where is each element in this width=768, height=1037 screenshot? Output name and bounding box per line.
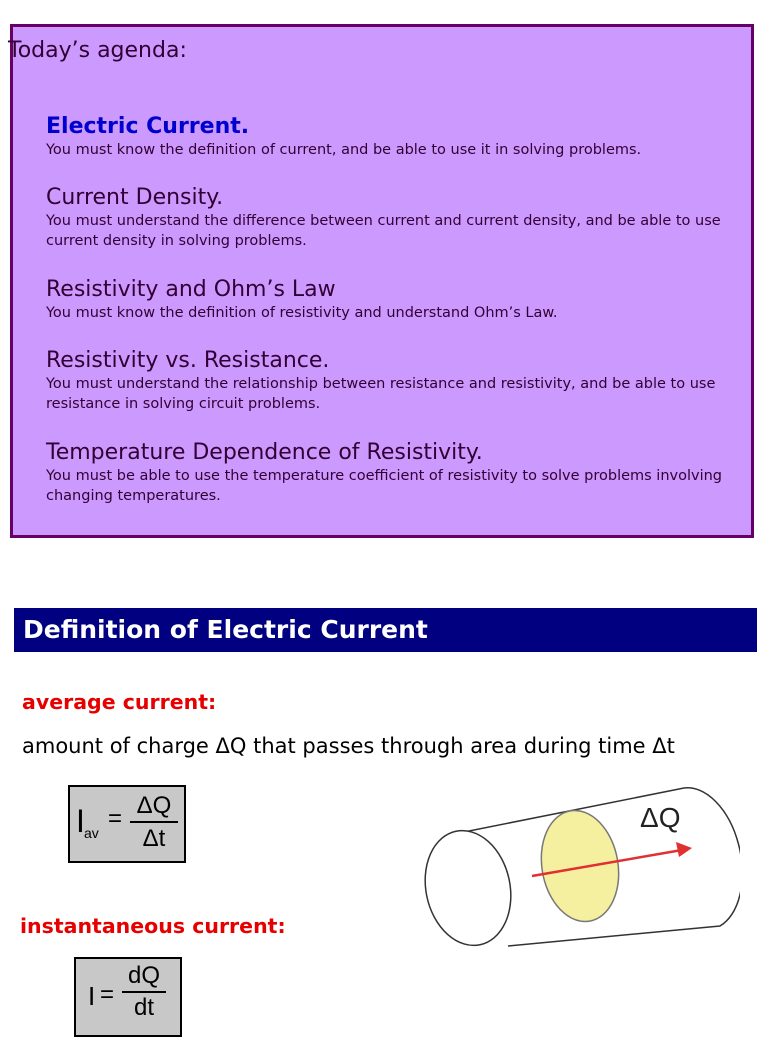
cylinder-svg xyxy=(420,780,740,950)
average-current-formula xyxy=(68,785,186,863)
formula-equals: = xyxy=(108,805,123,832)
current-cylinder-diagram xyxy=(420,780,740,954)
formula-fraction xyxy=(130,791,178,855)
agenda-item-heading: Resistivity and Ohm’s Law xyxy=(46,277,336,302)
section-header-bar xyxy=(14,608,757,652)
formula-numerator: ΔQ xyxy=(136,792,172,819)
agenda-item-heading: Resistivity vs. Resistance. xyxy=(46,348,330,373)
agenda-item-description: You must be able to use the temperature coefficient of resistivity to solve problems involving changing temperatures. xyxy=(46,468,723,504)
instantaneous-current-label: instantaneous current: xyxy=(20,914,286,938)
agenda-item-heading: Temperature Dependence of Resistivity. xyxy=(46,440,483,465)
formula-denominator: dt xyxy=(133,993,154,1021)
formula-lhs: I xyxy=(76,803,85,839)
agenda-title: Today’s agenda: xyxy=(8,38,187,63)
agenda-item-heading: Electric Current. xyxy=(46,114,250,139)
formula-lhs: I xyxy=(88,981,96,1011)
agenda-item-current-density xyxy=(46,185,726,251)
formula-fraction xyxy=(122,961,166,1023)
formula-equals: = xyxy=(100,981,115,1008)
agenda-item-resistivity-vs-resistance xyxy=(46,348,726,414)
average-current-label: average current: xyxy=(22,690,217,714)
formula-numerator: dQ xyxy=(127,962,160,989)
formula-denominator: Δt xyxy=(142,824,166,852)
agenda-item-electric-current xyxy=(46,114,726,160)
instantaneous-current-formula xyxy=(74,957,182,1037)
average-current-definition: amount of charge ΔQ that passes through area during time Δt xyxy=(22,734,675,758)
agenda-item-temperature-dependence xyxy=(46,440,726,506)
agenda-item-description: You must understand the difference between current and current density, and be able to use current density in solving problems. xyxy=(46,213,721,249)
agenda-item-ohms-law xyxy=(46,277,726,323)
agenda-item-description: You must know the definition of current, and be able to use it in solving problems. xyxy=(46,142,642,158)
agenda-item-heading: Current Density. xyxy=(46,185,224,210)
section-title: Definition of Electric Current xyxy=(23,615,428,644)
formula-subscript: av xyxy=(84,825,99,841)
delta-q-label: ΔQ xyxy=(640,802,681,833)
agenda-item-description: You must understand the relationship between resistance and resistivity, and be able to use resistance in solving circuit problems. xyxy=(46,376,716,412)
agenda-item-description: You must know the definition of resistivity and understand Ohm’s Law. xyxy=(46,305,558,321)
